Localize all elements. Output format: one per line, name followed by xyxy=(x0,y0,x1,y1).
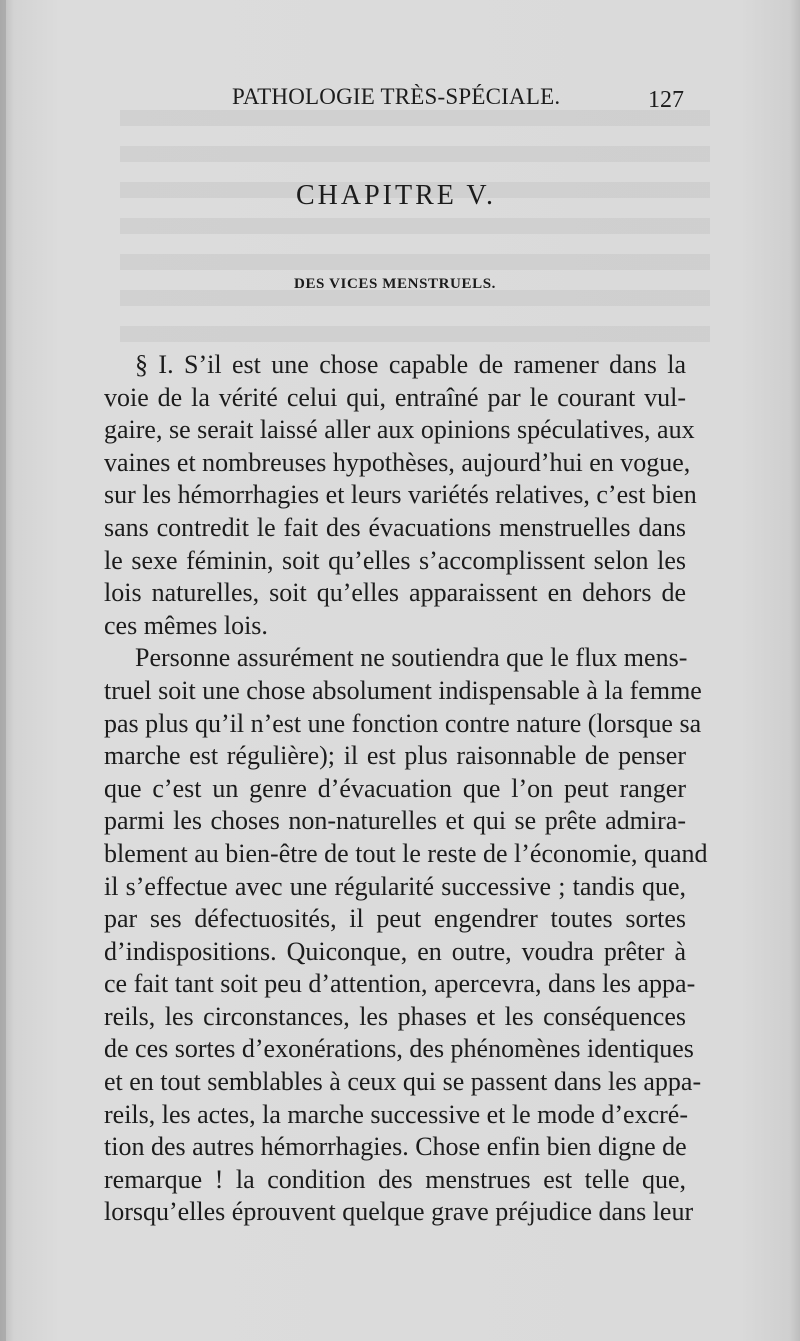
text-line: remarque ! la condition des menstrues est telle que, xyxy=(104,1164,686,1194)
chapter-title: CHAPITRE V. xyxy=(295,180,496,211)
text-line: Personne assurément ne soutiendra que le flux mens- xyxy=(135,643,688,673)
paragraph-1 xyxy=(104,349,697,642)
page-number: 127 xyxy=(648,87,684,113)
text-line: ce fait tant soit peu d’attention, apercevra, dans les appa- xyxy=(104,969,696,999)
text-line: ces mêmes lois. xyxy=(104,610,268,640)
text-line: et en tout semblables à ceux qui se passent dans les appa- xyxy=(104,1067,702,1097)
text-line: sur les hémorrhagies et leurs variétés relatives, c’est bien xyxy=(104,480,697,510)
text-line: il s’effectue avec une régularité successive ; tandis que, xyxy=(104,871,686,901)
text-line: parmi les choses non-naturelles et qui se prête admira- xyxy=(104,806,686,836)
text-line: sans contredit le fait des évacuations menstruelles dans xyxy=(104,512,686,542)
text-line: que c’est un genre d’évacuation que l’on peut ranger xyxy=(104,773,686,803)
text-line: reils, les actes, la marche successive et le mode d’excré- xyxy=(104,1099,688,1129)
bleed-through-text xyxy=(120,110,710,360)
text-line: vaines et nombreuses hypothèses, aujourd’hui en vogue, xyxy=(104,447,691,477)
text-line: lois naturelles, soit qu’elles apparaissent en dehors de xyxy=(104,578,686,608)
text-line: truel soit une chose absolument indispensable à la femme xyxy=(104,675,702,705)
text-line: de ces sortes d’exonérations, des phénomènes identiques xyxy=(104,1034,694,1064)
section-title: DES VICES MENSTRUELS. xyxy=(294,276,496,292)
text-line: pas plus qu’il n’est une fonction contre nature (lorsque sa xyxy=(104,708,702,738)
text-line: blement au bien-être de tout le reste de l’économie, quand xyxy=(104,838,708,868)
text-line: marche est régulière); il est plus raisonnable de penser xyxy=(104,741,686,771)
text-line: d’indispositions. Quiconque, en outre, voudra prêter à xyxy=(104,936,686,966)
text-line: lorsqu’elles éprouvent quelque grave préjudice dans leur xyxy=(104,1197,694,1227)
body-text xyxy=(104,349,708,1229)
text-line: le sexe féminin, soit qu’elles s’accomplissent selon les xyxy=(104,545,686,575)
text-line: par ses défectuosités, il peut engendrer toutes sortes xyxy=(104,904,686,934)
text-line: tion des autres hémorrhagies. Chose enfin bien digne de xyxy=(104,1132,687,1162)
text-line: reils, les circonstances, les phases et les conséquences xyxy=(104,1001,686,1031)
paragraph-2 xyxy=(104,642,708,1229)
text-line: gaire, se serait laissé aller aux opinions spéculatives, aux xyxy=(104,415,695,445)
text-line: § I. S’il est une chose capable de ramener dans la xyxy=(135,350,686,379)
running-header xyxy=(0,84,800,118)
running-title: PATHOLOGIE TRÈS-SPÉCIALE. xyxy=(232,84,561,109)
text-line: voie de la vérité celui qui, entraîné par le courant vul- xyxy=(104,382,686,412)
